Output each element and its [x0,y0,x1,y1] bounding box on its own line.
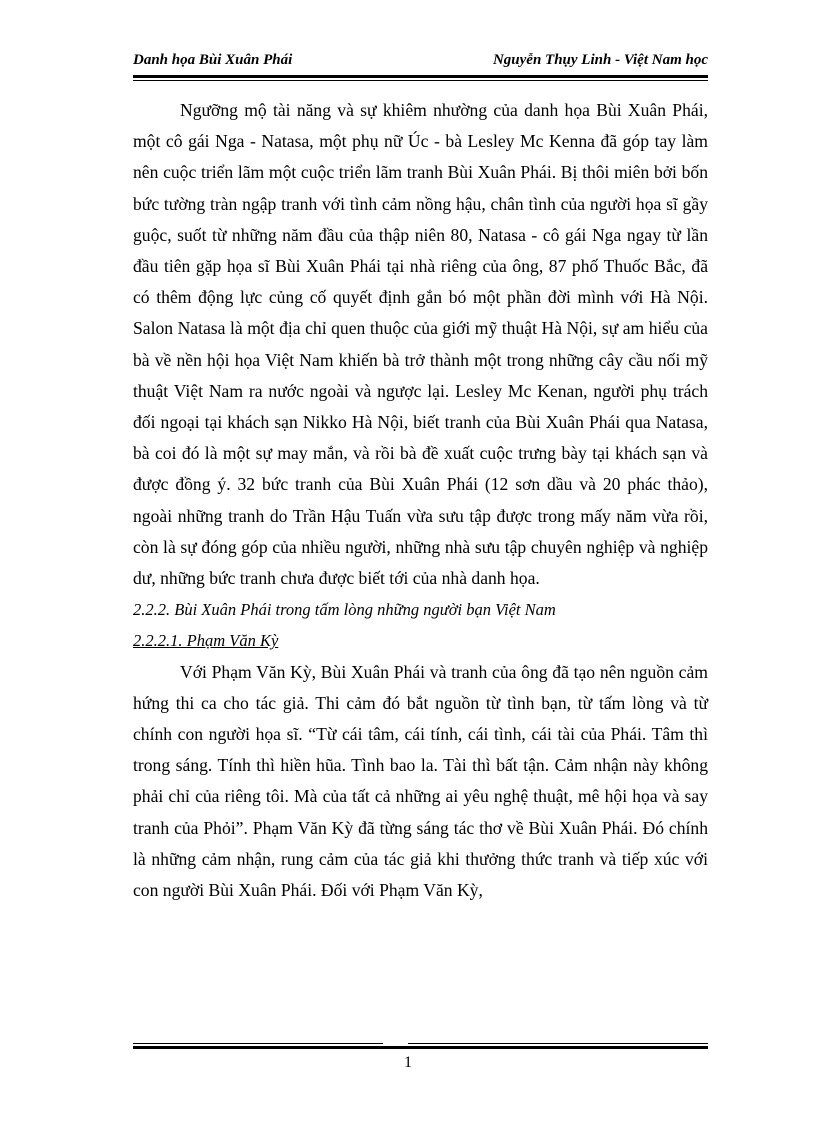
footer-rule-right [408,1043,708,1044]
header-rule-thin [133,80,708,81]
footer-rule-thick [133,1046,708,1049]
footer-rule-left [133,1043,383,1044]
subsection-heading: 2.2.2.1. Phạm Văn Kỳ [133,631,279,651]
header-rule-thick [133,75,708,78]
header-title-left: Danh họa Bùi Xuân Phái [133,52,293,68]
body-paragraph-1: Ngưỡng mộ tài năng và sự khiêm nhường của danh họa Bùi Xuân Phái, một cô gái Nga - Natasa, một phụ nữ Úc - bà Lesley Mc Kenna đã góp tay làm nên cuộc triển lãm một cuộc triển lãm tranh Bùi Xuân Phái. Bị thôi miên bởi bốn bức tường tràn ngập tranh với tình cảm nồng hậu, chân tình của người họa sĩ gầy guộc, suốt từ những năm đầu của thập niên 80, Natasa - cô gái Nga ngay từ lần đầu tiên gặp họa sĩ Bùi Xuân Phái tại nhà riêng của ông, 87 phố Thuốc Bắc, đã có thêm động lực củng cố quyết định gắn bó một phần đời mình với Hà Nội. Salon Natasa là một địa chỉ quen thuộc của giới mỹ thuật Hà Nội, sự am hiểu của bà về nền hội họa Việt Nam khiến bà trở thành một trong những cây cầu nối mỹ thuật Việt Nam ra nước ngoài và ngược lại. Lesley Mc Kenan, người phụ trách đối ngoại tại khách sạn Nikko Hà Nội, biết tranh của Bùi Xuân Phái qua Natasa, bà coi đó là một sự may mắn, và rồi bà đề xuất cuộc trưng bày tại khách sạn và được đồng ý. 32 bức tranh của Bùi Xuân Phái (12 sơn dầu và 20 phác thảo), ngoài những tranh do Trần Hậu Tuấn vừa sưu tập được trong mấy năm vừa rồi, còn là sự đóng góp của nhiều người, những nhà sưu tập chuyên nghiệp và nghiệp dư, những bức tranh chưa được biết tới của nhà danh họa. [133,100,708,589]
document-body [133,95,708,906]
page-number: 1 [404,1054,412,1071]
header-author-right: Nguyễn Thụy Linh - Việt Nam học [492,52,708,68]
page-header [133,52,708,74]
section-heading: 2.2.2. Bùi Xuân Phái trong tấm lòng những người bạn Việt Nam [133,600,556,620]
body-paragraph-2: Với Phạm Văn Kỳ, Bùi Xuân Phái và tranh của ông đã tạo nên nguồn cảm hứng thi ca cho tác giả. Thi cảm đó bắt nguồn từ tình bạn, từ tấm lòng và từ chính con người họa sĩ. “Từ cái tâm, cái tính, cái tình, cái tài của Phái. Tâm thì trong sáng. Tính thì hiền hũa. Tình bao la. Tài thì bất tận. Cảm nhận này không phải chỉ của riêng tôi. Mà của tất cả những ai yêu nghệ thuật, mê hội họa và say tranh của Phỏi”. Phạm Văn Kỳ đã từng sáng tác thơ về Bùi Xuân Phái. Đó chính là những cảm nhận, rung cảm của tác giả khi thưởng thức tranh và tiếp xúc với con người Bùi Xuân Phái. Đối với Phạm Văn Kỳ, [133,661,708,901]
